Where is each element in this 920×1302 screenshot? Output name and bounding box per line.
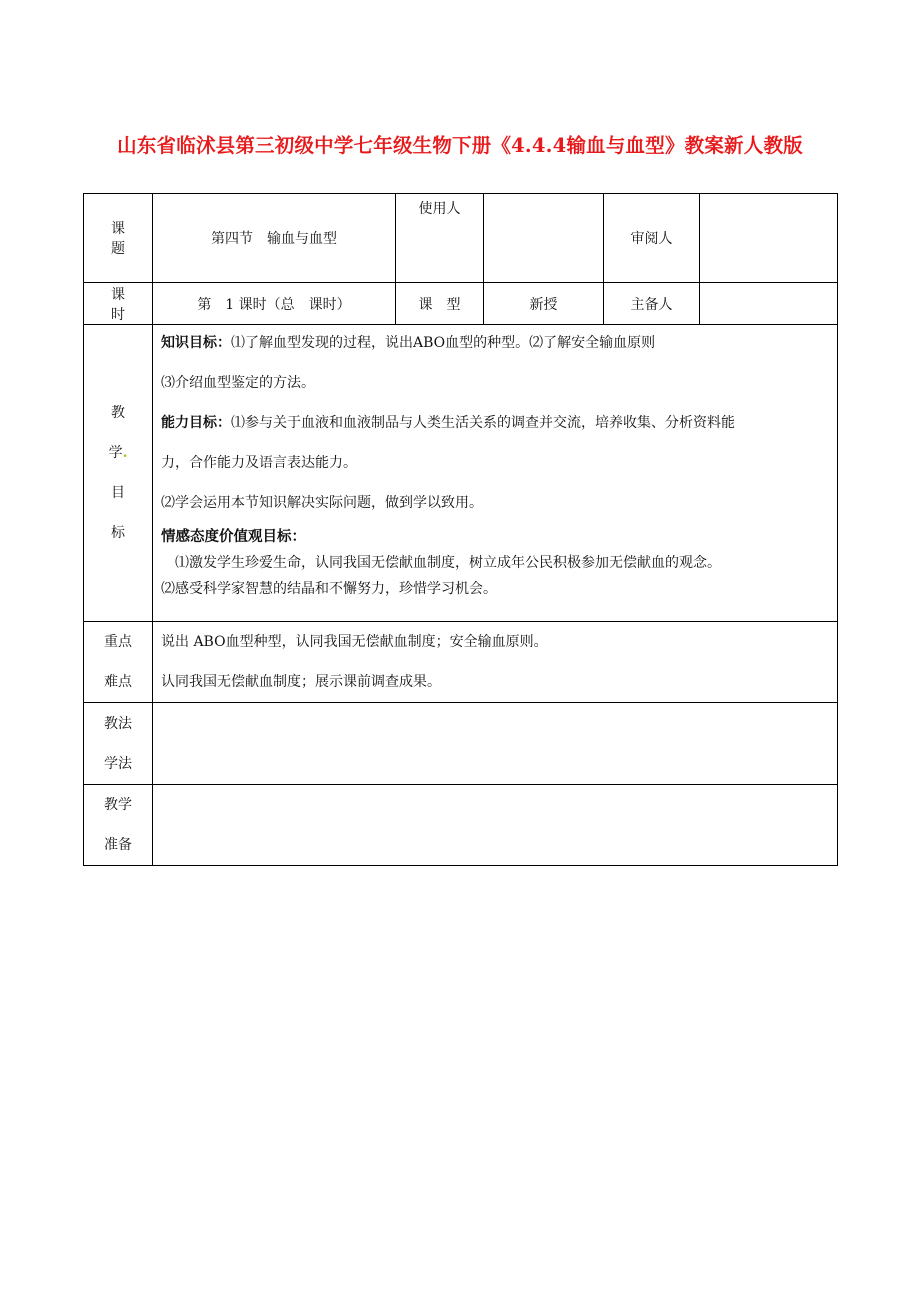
key-points-label: 重点 难点 [84, 622, 153, 703]
key-points-row [84, 622, 838, 703]
topic-value: 第四节 输血与血型 [153, 194, 396, 283]
period-row [84, 283, 838, 325]
emotion-goal-label: 情感态度价值观目标： [161, 529, 306, 545]
preparer-label: 主备人 [604, 283, 700, 325]
user-value [484, 194, 604, 283]
prep-row [84, 785, 838, 866]
user-label: 使用人 [396, 194, 484, 283]
goals-label [84, 325, 153, 622]
type-value: 新授 [484, 283, 604, 325]
ability-goal-3: ⑵学会运用本节知识解决实际问题，做到学以致用。 [161, 495, 483, 511]
goals-content [153, 325, 838, 622]
document-title: 山东省临沭县第三初级中学七年级生物下册《4.4.4输血与血型》教案新人教版 [117, 134, 803, 157]
prep-label: 教学 准备 [84, 785, 153, 866]
knowledge-goal-2: ⑶介绍血型鉴定的方法。 [161, 375, 315, 391]
lesson-plan-table [83, 193, 838, 866]
reviewer-label: 审阅人 [604, 194, 700, 283]
prep-content [153, 785, 838, 866]
goals-label-4: 标 [111, 525, 125, 541]
method-label: 教法 学法 [84, 703, 153, 785]
goals-label-1: 教 [111, 405, 125, 421]
method-row [84, 703, 838, 785]
topic-row [84, 194, 838, 283]
goals-row [84, 325, 838, 622]
preparer-value [700, 283, 838, 325]
emotion-goal-2: ⑵感受科学家智慧的结晶和不懈努力，珍惜学习机会。 [161, 581, 497, 597]
emotion-goal-1: ⑴激发学生珍爱生命，认同我国无偿献血制度，树立成年公民积极参加无偿献血的观念。 [175, 555, 721, 571]
period-label: 课时 [84, 283, 153, 325]
topic-label: 课题 [84, 194, 153, 283]
method-content [153, 703, 838, 785]
type-label: 课 型 [396, 283, 484, 325]
knowledge-goal-1: 知识目标：⑴了解血型发现的过程，说出ABO血型的种型。⑵了解安全输血原则 [161, 335, 656, 351]
difficult-point: 认同我国无偿献血制度；展示课前调查成果。 [161, 674, 441, 690]
reviewer-value [700, 194, 838, 283]
key-point: 说出 ABO血型种型，认同我国无偿献血制度；安全输血原则。 [161, 634, 548, 650]
key-points-content [153, 622, 838, 703]
goals-label-3: 目 [111, 485, 125, 501]
ability-goal-1: 能力目标：⑴参与关于血液和血液制品与人类生活关系的调查并交流，培养收集、分析资料能 [161, 415, 735, 431]
ability-goal-2: 力，合作能力及语言表达能力。 [161, 455, 357, 471]
period-value: 第 1 课时（总 课时） [153, 283, 396, 325]
goals-label-2: 学. [108, 445, 128, 461]
